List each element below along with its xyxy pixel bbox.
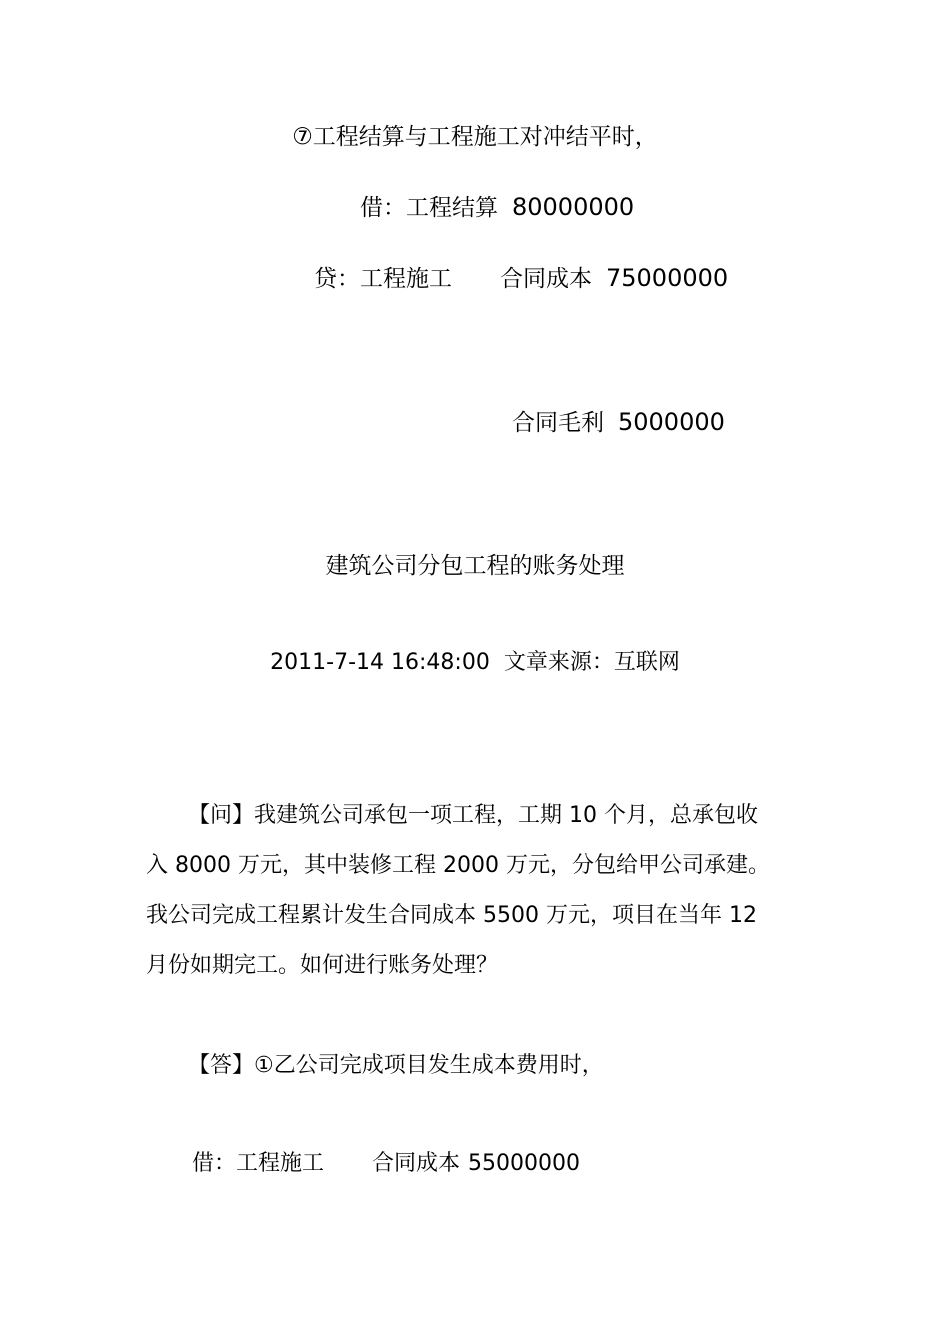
answer-debit-subaccount: 合同成本 bbox=[372, 1151, 461, 1176]
article-title-text: 建筑公司分包工程的账务处理 bbox=[325, 553, 625, 579]
entry7-heading-text: ⑦工程结算与工程施工对冲结平时， bbox=[292, 124, 658, 150]
debit-amount: 80000000 bbox=[512, 193, 635, 221]
debit-account-label: 借：工程结算 bbox=[360, 195, 498, 221]
entry7-credit-line-2 bbox=[512, 407, 725, 438]
entry7-credit-line bbox=[314, 263, 728, 294]
credit-subaccount-cost: 合同成本 bbox=[500, 266, 592, 292]
answer-heading bbox=[188, 1051, 604, 1081]
article-source: 文章来源：互联网 bbox=[503, 650, 680, 675]
answer-heading-text: 【答】①乙公司完成项目发生成本费用时， bbox=[188, 1053, 604, 1078]
credit-account-label: 贷：工程施工 bbox=[314, 266, 452, 292]
question-line: 我公司完成工程累计发生合同成本 5500 万元，项目在当年 12 bbox=[146, 903, 757, 928]
answer-debit-amount: 55000000 bbox=[468, 1151, 581, 1176]
question-line: 入 8000 万元，其中装修工程 2000 万元，分包给甲公司承建。 bbox=[146, 853, 770, 878]
entry7-debit-line bbox=[360, 192, 634, 223]
answer-debit-account-label: 借：工程施工 bbox=[192, 1151, 325, 1176]
article-meta bbox=[0, 648, 950, 678]
question-line: 月份如期完工。如何进行账务处理？ bbox=[146, 953, 499, 978]
credit-amount-cost: 75000000 bbox=[606, 264, 729, 292]
question-line: 【问】我建筑公司承包一项工程，工期 10 个月，总承包收 bbox=[188, 803, 758, 828]
article-title bbox=[0, 551, 950, 581]
question-paragraph bbox=[146, 791, 808, 991]
article-timestamp: 2011-7-14 16:48:00 bbox=[270, 650, 490, 675]
credit-amount-margin: 5000000 bbox=[618, 408, 725, 436]
entry7-heading bbox=[0, 122, 950, 152]
answer-debit-line bbox=[192, 1149, 580, 1179]
credit-subaccount-margin: 合同毛利 bbox=[512, 410, 604, 436]
